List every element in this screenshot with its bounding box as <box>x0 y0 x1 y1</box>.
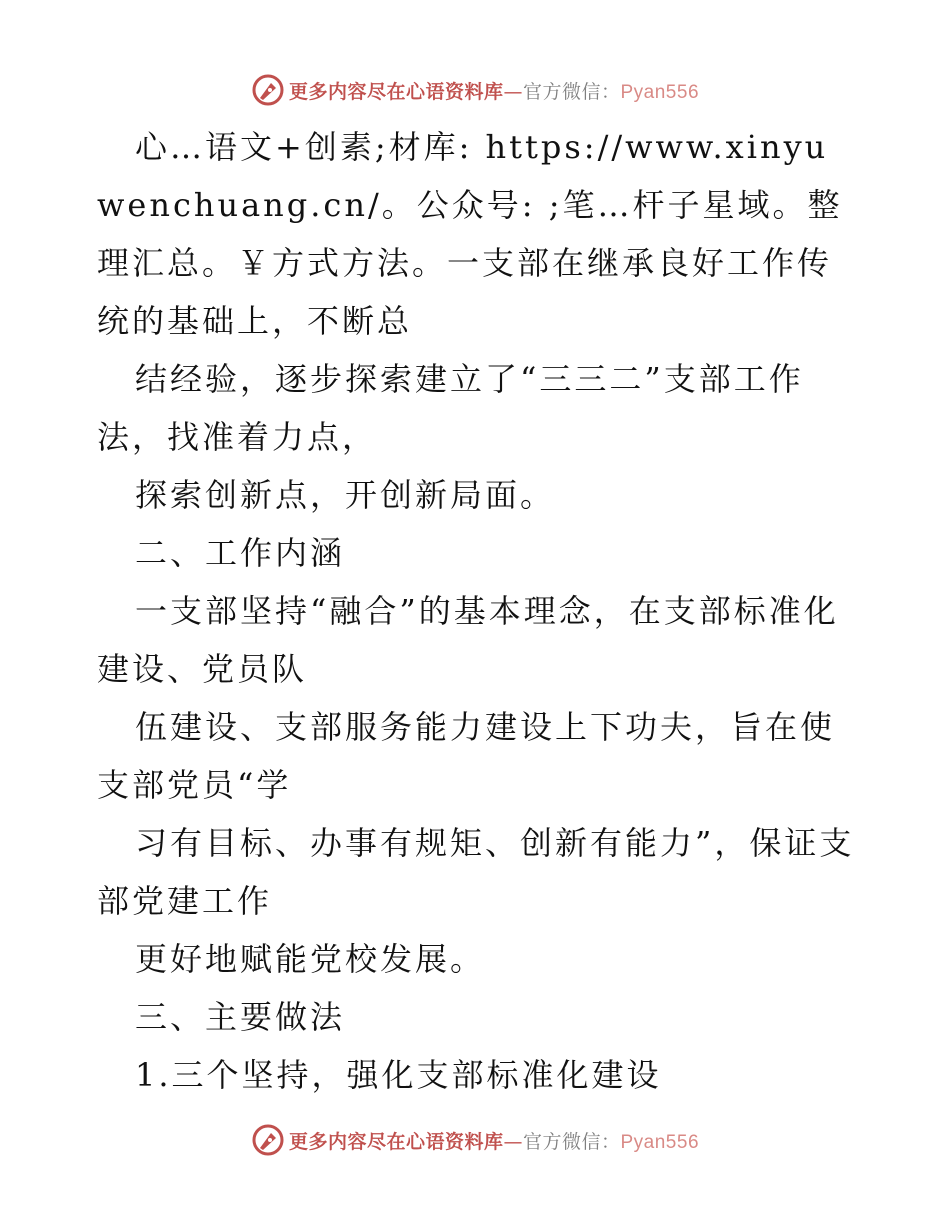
paragraph: 一支部坚持“融合”的基本理念，在支部标准化建设、党员队 <box>97 592 839 688</box>
document-body <box>97 118 857 1104</box>
subsection-heading: 1.三个坚持，强化支部标准化建设 <box>135 1056 662 1094</box>
watermark-main-text: 更多内容尽在心语资料库 <box>288 1130 504 1153</box>
section-heading: 二、工作内涵 <box>135 534 346 572</box>
watermark-contact: Pyan556 <box>620 1131 700 1153</box>
paragraph: 更好地赋能党校发展。 <box>135 940 486 978</box>
header-watermark <box>0 70 950 110</box>
watermark-separator: — <box>503 1130 523 1153</box>
watermark-main-text: 更多内容尽在心语资料库 <box>288 80 504 103</box>
paragraph: 伍建设、支部服务能力建设上下功夫，旨在使支部党员“学 <box>97 708 836 804</box>
watermark-sub-text: 官方微信： <box>522 1130 621 1153</box>
section-heading: 三、主要做法 <box>135 998 346 1036</box>
paragraph: 探索创新点，开创新局面。 <box>135 476 556 514</box>
watermark-sub-text: 官方微信： <box>522 80 621 103</box>
paragraph: 结经验，逐步探索建立了“三三二”支部工作法，找准着力点， <box>97 360 804 456</box>
paragraph: 习有目标、办事有规矩、创新有能力”，保证支部党建工作 <box>97 824 855 920</box>
watermark-separator: — <box>503 80 523 103</box>
footer-watermark <box>0 1120 950 1160</box>
pen-nib-logo-icon <box>251 73 285 107</box>
paragraph: 心…语文+创素;材库: https://www.xinyuwenchuang.cn/。公众号: ;笔…杆子星域。整理汇总。￥方式方法。一支部在继承良好工作传统的基础上，不断总 <box>97 128 843 340</box>
pen-nib-logo-icon <box>251 1123 285 1157</box>
watermark-contact: Pyan556 <box>620 81 700 103</box>
